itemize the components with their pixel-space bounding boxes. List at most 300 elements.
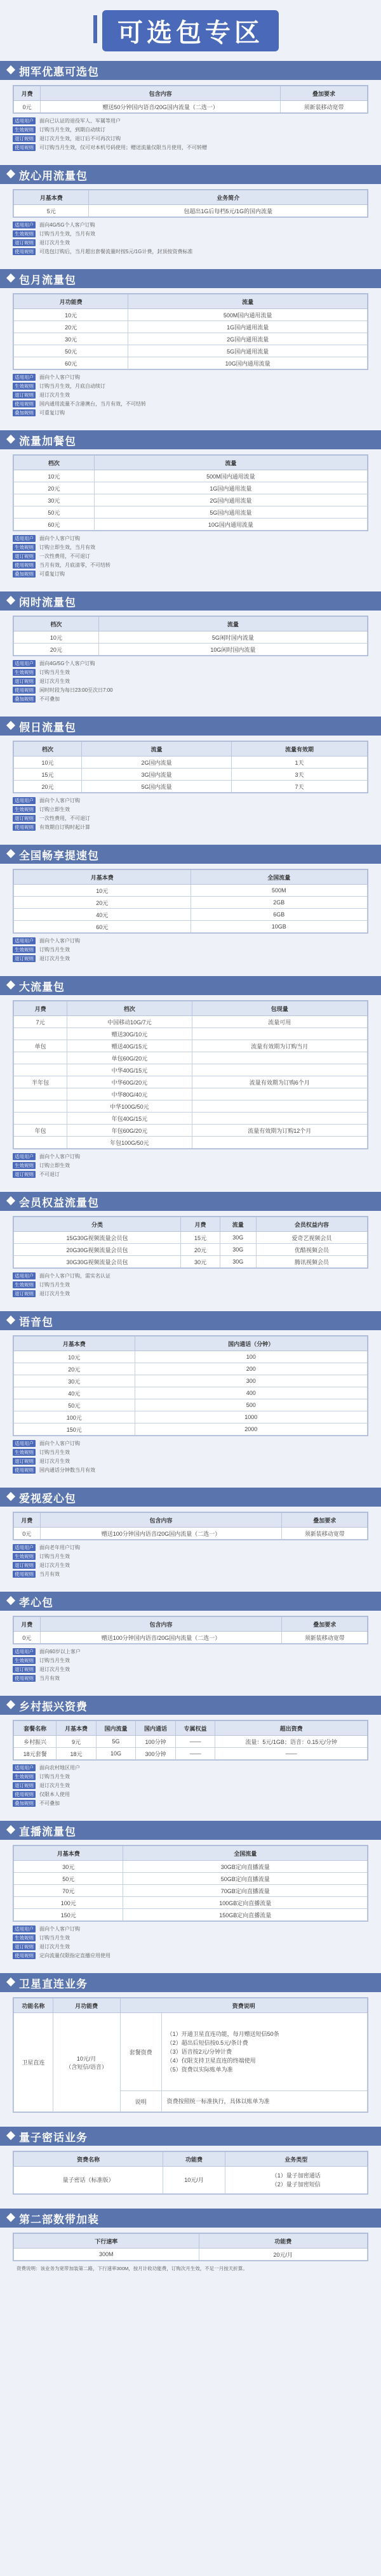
note-text: 当月有效 bbox=[39, 1675, 60, 1681]
note-item bbox=[13, 1562, 368, 1569]
table-cell: 5G国内流量 bbox=[81, 781, 231, 793]
table-cell: 400 bbox=[135, 1387, 367, 1399]
table-row bbox=[14, 1909, 368, 1921]
note-item bbox=[13, 1925, 368, 1932]
section-title: 第二部数带加装 bbox=[19, 2213, 99, 2226]
note-text: 当月有效，月底清零，不可结转 bbox=[39, 562, 110, 568]
section-card bbox=[13, 616, 368, 656]
table-cell: 中华100G/50元 bbox=[67, 1100, 192, 1113]
table-cell bbox=[192, 1088, 368, 1100]
note-item bbox=[13, 1952, 368, 1959]
note-text: 面向60岁以上客户 bbox=[39, 1649, 81, 1655]
column-header: 档次 bbox=[14, 456, 95, 470]
note-text: 订购当月生效 bbox=[39, 1450, 70, 1455]
note-text: 退订次月生效 bbox=[39, 392, 70, 398]
table-cell: 7天 bbox=[232, 781, 368, 793]
note-label: 生效规则 bbox=[13, 1281, 36, 1288]
section-card bbox=[13, 1000, 368, 1149]
note-item bbox=[13, 1162, 368, 1169]
section-title: 会员权益流量包 bbox=[19, 1196, 99, 1209]
table-cell: 中华40G/15元 bbox=[67, 1064, 192, 1076]
column-header: 功能费 bbox=[199, 2234, 367, 2249]
table-cell: 30G bbox=[220, 1256, 256, 1268]
note-text: 订购当月生效，当月有效 bbox=[39, 231, 95, 237]
section-baoyue bbox=[0, 269, 381, 430]
section-card bbox=[13, 1335, 368, 1436]
notes-list bbox=[13, 2265, 368, 2272]
pricing-table bbox=[13, 1336, 368, 1436]
spacer bbox=[0, 864, 381, 869]
table-header-row bbox=[14, 456, 368, 470]
column-header: 全国流量 bbox=[190, 870, 368, 885]
nested-row bbox=[121, 2091, 367, 2111]
section-header bbox=[0, 1821, 381, 1840]
table-row bbox=[14, 1351, 368, 1363]
table-cell: 1天 bbox=[232, 756, 368, 769]
note-label: 生效规则 bbox=[13, 126, 36, 133]
section-title: 假日流量包 bbox=[19, 721, 76, 734]
spacer bbox=[0, 995, 381, 1000]
pricing-table bbox=[13, 2233, 368, 2261]
spacer bbox=[0, 1507, 381, 1512]
note-label: 生效规则 bbox=[13, 946, 36, 953]
section-xianshi bbox=[0, 591, 381, 717]
section-xiangcun bbox=[0, 1696, 381, 1821]
section-quanjia bbox=[0, 1488, 381, 1592]
note-label: 适用用户 bbox=[13, 1925, 36, 1932]
column-header: 业务简介 bbox=[89, 190, 368, 205]
diamond-icon bbox=[6, 1825, 15, 1834]
diamond-icon bbox=[6, 169, 15, 178]
table-cell bbox=[14, 1064, 67, 1076]
table-cell: 乡村振兴 bbox=[14, 1736, 57, 1748]
table-cell: （1）开通卫星直连功能，每月赠送短信50条 （2）超出后短信按0.5元/条计费 （3）语音按2元/分钟计费 （4）仅限支持卫星直连的终端使用 （5）资费以实际账单为准 bbox=[166, 2031, 279, 2073]
note-label: 生效规则 bbox=[13, 1449, 36, 1456]
table-header-row bbox=[14, 1617, 368, 1632]
section-jiari bbox=[0, 717, 381, 845]
note-item bbox=[13, 562, 368, 569]
diamond-icon bbox=[6, 1700, 15, 1709]
note-item bbox=[13, 126, 368, 133]
note-item bbox=[13, 1764, 368, 1771]
notes-list bbox=[13, 937, 368, 962]
section-title: 量子密话业务 bbox=[19, 2131, 88, 2144]
table-cell: 20元 bbox=[14, 897, 191, 909]
note-text: 退订次月生效 bbox=[39, 240, 70, 246]
table-cell: 60元 bbox=[14, 921, 191, 933]
table-header-row bbox=[14, 1998, 368, 2013]
table-cell: 20元 bbox=[14, 644, 99, 656]
table-cell: 0元 bbox=[14, 1632, 41, 1644]
table-row bbox=[14, 1244, 368, 1256]
note-item bbox=[13, 1773, 368, 1780]
table-cell: 0元 bbox=[14, 101, 41, 113]
note-item bbox=[13, 221, 368, 228]
table-row bbox=[14, 781, 368, 793]
table-cell: 30G30G视频流量会员包 bbox=[14, 1256, 181, 1268]
table-header-row bbox=[14, 190, 368, 205]
spacer bbox=[0, 2118, 381, 2127]
note-text: 订购当月生效 bbox=[39, 947, 70, 953]
table-cell: 20G30G视频流量会员包 bbox=[14, 1244, 181, 1256]
note-text: 闲时时段为每日23:00至次日7:00 bbox=[39, 687, 113, 693]
column-header: 流量 bbox=[81, 742, 231, 756]
table-row bbox=[14, 2249, 368, 2261]
section-weixing bbox=[0, 1973, 381, 2127]
note-text: 面向4G/5G个人客户订购 bbox=[39, 222, 95, 228]
table-row bbox=[14, 909, 368, 921]
table-cell: 优酷视频会员 bbox=[256, 1244, 367, 1256]
note-text: 面向个人客户订购 bbox=[39, 374, 80, 380]
column-header: 套餐名称 bbox=[14, 1721, 57, 1736]
note-label: 适用用户 bbox=[13, 1153, 36, 1160]
table-cell: 5G国内通用流量 bbox=[128, 345, 368, 357]
table-cell: 中华80G/40元 bbox=[67, 1088, 192, 1100]
table-cell: 流量有效期为订购12个月 bbox=[192, 1125, 368, 1137]
note-label: 叠加规则 bbox=[13, 1800, 36, 1807]
column-header: 月费 bbox=[14, 1513, 41, 1528]
note-text: 面向4G/5G个人客户订购 bbox=[39, 661, 95, 666]
table-cell: 200 bbox=[135, 1363, 367, 1375]
pricing-table bbox=[13, 1846, 368, 1921]
table-cell: 流量有效期为订购当月 bbox=[192, 1040, 368, 1052]
note-text: 退订次月生效 bbox=[39, 1783, 70, 1788]
note-item bbox=[13, 678, 368, 685]
table-cell: 赠送50分钟国内语音/20G国内流量（二选一） bbox=[41, 101, 281, 113]
table-cell: 2G国内通用流量 bbox=[94, 494, 367, 506]
pricing-table bbox=[13, 616, 368, 656]
note-item bbox=[13, 1458, 368, 1465]
note-item bbox=[13, 1800, 368, 1807]
note-text: 面向农村地区用户 bbox=[39, 1765, 80, 1771]
spacer bbox=[0, 2113, 381, 2118]
note-label: 适用用户 bbox=[13, 221, 36, 228]
table-cell: 年包 bbox=[14, 1125, 67, 1137]
column-header: 资费名称 bbox=[14, 2152, 163, 2167]
table-row bbox=[14, 2013, 368, 2091]
section-card bbox=[13, 741, 368, 793]
column-header: 资费说明 bbox=[120, 1998, 367, 2013]
section-header bbox=[0, 1973, 381, 1992]
note-label: 适用用户 bbox=[13, 1544, 36, 1551]
spacer bbox=[0, 1964, 381, 1973]
table-cell: 18元 bbox=[57, 1748, 97, 1760]
table-cell: 30G bbox=[220, 1232, 256, 1244]
table-header-row bbox=[14, 742, 368, 756]
section-header bbox=[0, 61, 381, 80]
table-cell: 单包 bbox=[14, 1040, 67, 1052]
table-row bbox=[14, 494, 368, 506]
table-row bbox=[14, 897, 368, 909]
table-cell: 赠送30G/10元 bbox=[67, 1028, 192, 1040]
table-row bbox=[14, 506, 368, 519]
column-header: 全国流量 bbox=[123, 1846, 368, 1861]
note-text: 订购立即生效，当月有效 bbox=[39, 545, 95, 550]
note-item bbox=[13, 824, 368, 831]
note-item bbox=[13, 955, 368, 962]
table-cell: 7元 bbox=[14, 1016, 67, 1028]
table-cell: 年包60G/20元 bbox=[67, 1125, 192, 1137]
table-row bbox=[14, 309, 368, 321]
column-header: 会员权益内容 bbox=[256, 1217, 367, 1232]
table-cell: 20元 bbox=[14, 482, 95, 494]
table-header-row bbox=[14, 1846, 368, 1861]
table-header-row bbox=[14, 1513, 368, 1528]
table-row bbox=[14, 470, 368, 482]
note-label: 生效规则 bbox=[13, 383, 36, 390]
table-cell: 500M国内通用流量 bbox=[128, 309, 368, 321]
section-card bbox=[13, 2151, 368, 2195]
pricing-table bbox=[13, 1721, 368, 1760]
table-cell: 6GB bbox=[190, 909, 368, 921]
section-card bbox=[13, 1512, 368, 1540]
table-cell: 30GB定向直播流量 bbox=[123, 1861, 368, 1873]
column-header: 包现量 bbox=[192, 1001, 368, 1016]
table-cell: 3天 bbox=[232, 769, 368, 781]
table-cell: —— bbox=[175, 1736, 215, 1748]
table-header-row bbox=[14, 294, 368, 309]
table-cell: 5元 bbox=[14, 205, 89, 217]
notes-list bbox=[13, 1544, 368, 1578]
note-text: 有效期自订购时起计算 bbox=[39, 824, 90, 830]
table-cell: 40元 bbox=[14, 1387, 135, 1399]
section-xiaoxin bbox=[0, 1592, 381, 1696]
spacer bbox=[0, 1812, 381, 1821]
diamond-icon bbox=[6, 1196, 15, 1205]
column-header: 月基本费 bbox=[14, 1846, 123, 1861]
table-header-row bbox=[14, 1217, 368, 1232]
note-item bbox=[13, 806, 368, 813]
table-cell: 10G bbox=[96, 1748, 136, 1760]
table-cell: 100 bbox=[135, 1351, 367, 1363]
note-label: 使用规则 bbox=[13, 824, 36, 831]
section-header bbox=[0, 2209, 381, 2228]
note-label: 使用规则 bbox=[13, 1675, 36, 1682]
note-label: 退订规则 bbox=[13, 1943, 36, 1950]
pricing-table bbox=[13, 741, 368, 793]
section-title: 卫星直连业务 bbox=[19, 1978, 88, 1990]
section-card bbox=[13, 189, 368, 218]
table-header-row bbox=[14, 870, 368, 885]
nested-row bbox=[121, 2013, 367, 2091]
diamond-icon bbox=[6, 274, 15, 282]
table-cell: 20元 bbox=[14, 1363, 135, 1375]
spacer bbox=[0, 1583, 381, 1592]
note-label: 适用用户 bbox=[13, 797, 36, 804]
note-label: 使用规则 bbox=[13, 1952, 36, 1959]
table-cell: 10GB bbox=[190, 921, 368, 933]
spacer bbox=[0, 583, 381, 591]
table-row bbox=[14, 1052, 368, 1064]
note-item bbox=[13, 144, 368, 151]
note-item bbox=[13, 1171, 368, 1178]
column-header: 超出资费 bbox=[215, 1721, 368, 1736]
table-cell: 50元 bbox=[14, 1399, 135, 1411]
note-label: 退订规则 bbox=[13, 239, 36, 246]
note-label: 叠加规则 bbox=[13, 696, 36, 703]
note-label: 适用用户 bbox=[13, 660, 36, 667]
note-text: 面向个人客户订购 bbox=[39, 1926, 80, 1932]
note-label: 生效规则 bbox=[13, 1934, 36, 1941]
nested-table bbox=[121, 2091, 367, 2111]
note-item bbox=[13, 1657, 368, 1664]
notes-list bbox=[13, 1272, 368, 1297]
note-label: 使用规则 bbox=[13, 1467, 36, 1474]
column-header: 月费 bbox=[181, 1217, 220, 1232]
section-title: 拥军优惠可选包 bbox=[19, 65, 99, 78]
note-text: 可重复订购 bbox=[39, 571, 65, 577]
diamond-icon bbox=[6, 849, 15, 858]
note-label: 使用规则 bbox=[13, 687, 36, 694]
section-dierbuwei bbox=[0, 2209, 381, 2286]
table-row bbox=[14, 333, 368, 345]
spacer bbox=[0, 1611, 381, 1616]
table-cell: 5G国内通用流量 bbox=[94, 506, 367, 519]
note-label: 使用规则 bbox=[13, 562, 36, 569]
table-cell: 50元 bbox=[14, 506, 95, 519]
column-header: 月费 bbox=[14, 86, 41, 101]
diamond-icon bbox=[6, 2131, 15, 2140]
table-row bbox=[14, 1387, 368, 1399]
column-header: 月基本费 bbox=[57, 1721, 97, 1736]
table-cell: 20元 bbox=[181, 1244, 220, 1256]
table-cell: 量子密话（标准版） bbox=[14, 2167, 163, 2194]
table-cell: 15G30G视频流量会员包 bbox=[14, 1232, 181, 1244]
table-cell: 3G国内流量 bbox=[81, 769, 231, 781]
table-row bbox=[14, 1632, 368, 1644]
spacer bbox=[0, 1992, 381, 1997]
section-jiayou bbox=[0, 430, 381, 591]
column-header: 包含内容 bbox=[40, 1513, 282, 1528]
note-item bbox=[13, 696, 368, 703]
table-cell-nested bbox=[120, 2013, 367, 2091]
notes-list bbox=[13, 1440, 368, 1474]
table-cell: 9元 bbox=[57, 1736, 97, 1748]
section-card bbox=[13, 454, 368, 531]
note-label: 退订规则 bbox=[13, 135, 36, 142]
note-label: 叠加规则 bbox=[13, 409, 36, 416]
table-row bbox=[14, 1040, 368, 1052]
table-cell: 10G国内通用流量 bbox=[128, 357, 368, 369]
spacer bbox=[0, 1687, 381, 1696]
table-cell: 10元 bbox=[14, 756, 82, 769]
section-card bbox=[13, 85, 368, 114]
note-text: 订购当月生效 bbox=[39, 1658, 70, 1663]
column-header: 档次 bbox=[14, 742, 82, 756]
note-item bbox=[13, 392, 368, 399]
table-cell: 卫星直连 bbox=[14, 2013, 53, 2112]
table-cell bbox=[14, 1052, 67, 1064]
table-header-row bbox=[14, 2234, 368, 2249]
table-cell: 1G国内通用流量 bbox=[128, 321, 368, 333]
table-cell: 年包40G/15元 bbox=[67, 1113, 192, 1125]
notes-list bbox=[13, 797, 368, 831]
table-cell: 赠送40G/15元 bbox=[67, 1040, 192, 1052]
column-header: 分类 bbox=[14, 1217, 181, 1232]
table-cell: 18元套餐 bbox=[14, 1748, 57, 1760]
table-cell: 30元 bbox=[14, 1375, 135, 1387]
note-label: 适用用户 bbox=[13, 117, 36, 124]
pricing-table bbox=[13, 1512, 368, 1540]
note-item bbox=[13, 544, 368, 551]
section-yuyin bbox=[0, 1311, 381, 1488]
note-item bbox=[13, 1675, 368, 1682]
note-item bbox=[13, 571, 368, 578]
notes-list bbox=[13, 1648, 368, 1682]
table-cell: 50元 bbox=[14, 345, 128, 357]
table-row bbox=[14, 1076, 368, 1088]
table-cell: 10元 bbox=[14, 309, 128, 321]
table-cell bbox=[192, 1137, 368, 1149]
pricing-table bbox=[13, 1001, 368, 1149]
table-row bbox=[14, 644, 368, 656]
note-item bbox=[13, 117, 368, 124]
table-cell bbox=[14, 1113, 67, 1125]
section-header bbox=[0, 165, 381, 184]
pricing-table bbox=[13, 294, 368, 369]
table-cell: 2000 bbox=[135, 1423, 367, 1436]
note-item bbox=[13, 937, 368, 944]
table-cell: 1G国内通用流量 bbox=[94, 482, 367, 494]
note-label: 适用用户 bbox=[13, 1648, 36, 1655]
table-cell: 50元 bbox=[14, 1873, 123, 1885]
section-header bbox=[0, 1192, 381, 1211]
pricing-table bbox=[13, 869, 368, 933]
section-title: 全国畅享提速包 bbox=[19, 849, 99, 862]
table-cell: 50GB定向直播流量 bbox=[123, 1873, 368, 1885]
note-text: 退订次月生效 bbox=[39, 956, 70, 961]
table-row bbox=[14, 1064, 368, 1076]
note-item bbox=[13, 400, 368, 407]
note-text: 退订次月生效 bbox=[39, 1291, 70, 1297]
table-row bbox=[14, 1363, 368, 1375]
table-cell: 10G闲时国内流量 bbox=[98, 644, 367, 656]
spacer bbox=[0, 2146, 381, 2151]
spacer bbox=[0, 156, 381, 165]
diamond-icon bbox=[6, 596, 15, 605]
column-header: 月费 bbox=[14, 1617, 41, 1632]
note-item bbox=[13, 409, 368, 416]
spacer bbox=[0, 1302, 381, 1311]
table-row bbox=[14, 482, 368, 494]
note-text: 不可叠加 bbox=[39, 696, 60, 702]
note-text: 一次性费用，不可退订 bbox=[39, 553, 90, 559]
column-header: 档次 bbox=[67, 1001, 192, 1016]
table-cell: 2G国内通用流量 bbox=[128, 333, 368, 345]
spacer bbox=[0, 708, 381, 717]
note-label: 退订规则 bbox=[13, 678, 36, 685]
section-title: 流量加餐包 bbox=[19, 435, 76, 447]
section-da bbox=[0, 976, 381, 1192]
column-header: 档次 bbox=[14, 617, 99, 631]
section-header bbox=[0, 591, 381, 611]
table-row bbox=[14, 1748, 368, 1760]
nested-table bbox=[121, 2013, 367, 2091]
note-item bbox=[13, 230, 368, 237]
note-text: 订购当月生效，月底自动续订 bbox=[39, 383, 105, 389]
note-label: 适用用户 bbox=[13, 535, 36, 542]
spacer bbox=[0, 449, 381, 454]
note-label: 叠加规则 bbox=[13, 571, 36, 578]
note-label: 退订规则 bbox=[13, 815, 36, 822]
table-cell: 300 bbox=[135, 1375, 367, 1387]
table-cell: 30元 bbox=[14, 333, 128, 345]
section-fangxin bbox=[0, 165, 381, 269]
table-row bbox=[14, 1375, 368, 1387]
note-label: 生效规则 bbox=[13, 1657, 36, 1664]
note-item bbox=[13, 1666, 368, 1673]
section-header bbox=[0, 976, 381, 995]
